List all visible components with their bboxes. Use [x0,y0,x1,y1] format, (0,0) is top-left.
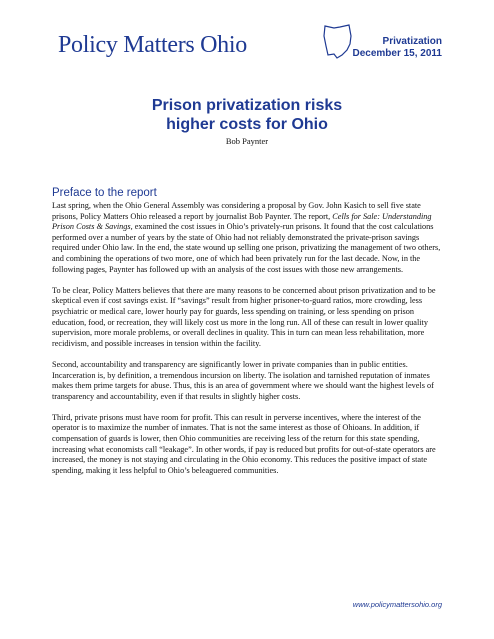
ohio-outline-icon [322,24,354,60]
paragraph-1 [52,201,448,275]
page-title [0,96,494,134]
section-heading: Preface to the report [52,187,157,199]
author-byline: Bob Paynter [225,136,269,146]
paragraph-1-text-b: examined the cost issues in Ohio’s privately-run prisons. It found that the cost calculations performed over a number of years by the state of Ohio had not reliably demonstrated the private-prison savings required under Ohio law. In the end, the state wound up selling one prison, privatizing the management of two others, and combining the operations of two more, one of which had been privately run for the last decade. Now, in the following pages, Paynter has followed up with an analysis of the cost issues with those new arrangements. [52,222,441,274]
paragraph-1-text-a: Last spring, when the Ohio General Assembly was considering a proposal by Gov. John Kasich to sell five state prisons, Policy Matters Ohio released a report by journalist Bob Paynter. The report, [52,201,421,221]
title-line-1: Prison privatization risks [151,97,343,114]
paragraph-4: Third, private prisons must have room for profit. This can result in perverse incentives, where the interest of the operator is to maximize the number of inmates. That is not the same interest as those of Ohioans. In addition, if compensation of guards is lower, then Ohio communities are receiving less of the return for this state spending, increasing what economists call “leakage”. In other words, if pay is reduced but profits for out-of-state operators are increased, the money is not staying and circulating in the Ohio economy. This reduces the positive impact of state spending, making it less helpful to Ohio’s beleaguered communities. [52,412,436,475]
report-title-link: Cells for Sale: Understanding Prison Costs & Savings, [52,211,432,232]
website-url[interactable]: www.policymattersohio.org [352,600,442,609]
paragraph-2: To be clear, Policy Matters believes that there are many reasons to be concerned about prison privatization and to be skeptical even if cost savings exist. If “savings” result from higher prisoner-to-guard ratios, more crowding, less psychiatric or medical care, lower hourly pay for guards, less spending on training, or less spending on prison education, food, or recreation, they will likely cost us more in the long run. All of these can result in lower quality supervision, more morale problems, or overall declines in quality. This in turn can mean less rehabilitation, more recidivism, and possible increases in tension within the facility. [52,285,436,348]
title-line-2: higher costs for Ohio [166,116,328,133]
logo-text: Policy Matters Ohio [58,32,247,58]
category-label: Privatization [382,36,442,47]
report-body [52,201,448,487]
report-tag [352,36,442,60]
paragraph-3: Second, accountability and transparency are significantly lower in private companies than in public entities. Incarceration is, by definition, a tremendous incursion on liberty. The isolation and tarnished reputation of inmates makes them prime targets for abuse. Thus, this is an area of government where we should want the highest levels of transparency and accountability, even if that results in slightly higher costs. [52,359,434,401]
date-label: December 15, 2011 [352,48,442,59]
